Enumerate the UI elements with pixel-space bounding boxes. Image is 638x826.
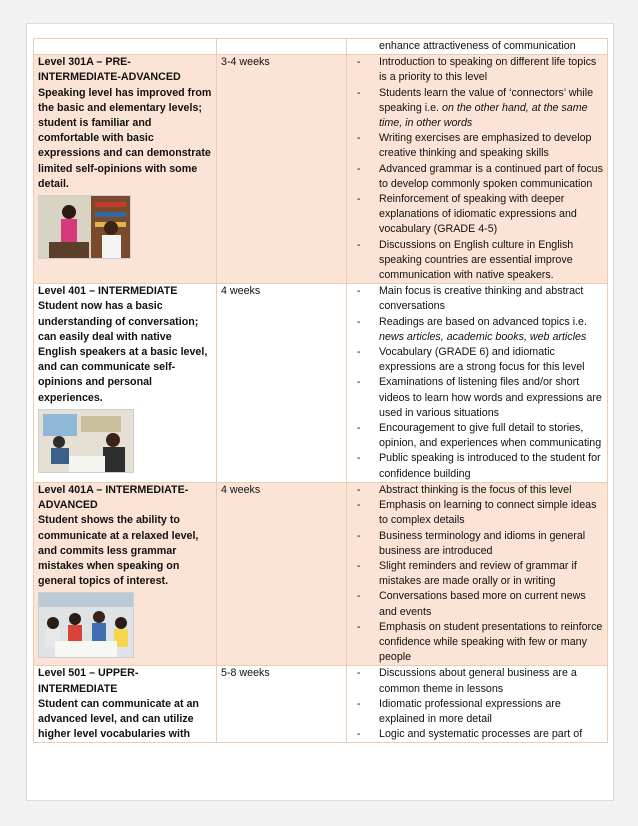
table-row-level-301a <box>34 55 608 284</box>
level-description: Student shows the ability to communicate at a relaxed level, and commits less grammar mistakes when speaking on general topics of interest. <box>38 514 199 588</box>
topic-list <box>351 666 603 742</box>
level-description: Student can communicate at an advanced level, and can utilize higher level vocabularies with <box>38 697 199 741</box>
level-duration: 3-4 weeks <box>217 55 347 284</box>
level-title: Level 501 – UPPER-INTERMEDIATE <box>38 667 139 695</box>
level-description: Speaking level has improved from the basic and elementary levels; student is familiar and comfortable with basic expressions and can demonstrate limited self-opinions with some detail. <box>38 86 212 190</box>
list-item: - Idiomatic professional expressions are explained in more detail <box>351 697 603 727</box>
list-item: - Advanced grammar is a continued part of focus to develop commonly spoken communication <box>351 162 603 192</box>
topic-list <box>351 483 603 665</box>
list-item: - Readings are based on advanced topics i.e. news articles, academic books, web articles <box>351 315 603 345</box>
list-item: - Logic and systematic processes are part of <box>351 727 603 742</box>
reading-examples: news articles, academic books, web articles <box>379 330 587 343</box>
topic-list <box>351 284 603 482</box>
list-item: - Emphasis on student presentations to reinforce confidence while speaking with few or many people <box>351 620 603 666</box>
list-item: - Public speaking is introduced to the student for confidence building <box>351 451 603 481</box>
level-description: Student now has a basic understanding of conversation; can easily deal with native English speakers at a basic level, and can communicate self-opinions and personal experiences. <box>38 300 208 404</box>
list-item: - Discussions about general business are a common theme in lessons <box>351 666 603 696</box>
table-row-level-401a <box>34 482 608 665</box>
level-duration: 5-8 weeks <box>217 666 347 743</box>
level-title: Level 401A – INTERMEDIATE-ADVANCED <box>38 483 189 512</box>
level-duration: 4 weeks <box>217 482 347 665</box>
continued-point: enhance attractiveness of communication <box>379 40 576 52</box>
group-study-photo <box>38 592 134 658</box>
list-item: - Encouragement to give full detail to stories, opinion, and experiences when communicating <box>351 421 603 451</box>
level-title: Level 401 – INTERMEDIATE <box>38 285 178 298</box>
list-item: - Emphasis on learning to connect simple ideas to complex details <box>351 498 603 528</box>
list-item: - Students learn the value of ‘connectors’ while speaking i.e. on the other hand, at the same time, in other words <box>351 86 603 132</box>
list-item: - Business terminology and idioms in general business are introduced <box>351 529 603 559</box>
classroom-photo <box>38 409 134 473</box>
list-item: - Introduction to speaking on different life topics is a priority to this level <box>351 55 603 85</box>
table-row-level-401 <box>34 284 608 483</box>
list-item: - Abstract thinking is the focus of this level <box>351 483 603 498</box>
level-duration: 4 weeks <box>217 284 347 483</box>
list-item: - Conversations based more on current news and events <box>351 589 603 619</box>
connectors-examples: on the other hand, at the same time, in other words <box>379 101 588 130</box>
list-item: - Main focus is creative thinking and abstract conversations <box>351 284 603 314</box>
level-title: Level 301A – PRE-INTERMEDIATE-ADVANCED <box>38 56 181 84</box>
list-item: - Writing exercises are emphasized to develop creative thinking and speaking skills <box>351 131 603 161</box>
list-item: - Examinations of listening files and/or short videos to learn how words and expressions are used in various situations <box>351 375 603 421</box>
list-item: - Slight reminders and review of grammar if mistakes are made orally or in writing <box>351 559 603 589</box>
document-page <box>26 23 614 801</box>
topic-list <box>351 55 603 283</box>
table-row-level-501 <box>34 666 608 743</box>
teacher-student-photo <box>38 195 131 259</box>
course-levels-table <box>33 38 608 743</box>
table-row-continuation <box>34 39 608 55</box>
list-item: - Reinforcement of speaking with deeper explanations of idiomatic expressions and vocabulary (GRADE 4-5) <box>351 192 603 238</box>
list-item: - Vocabulary (GRADE 6) and idiomatic expressions are a strong focus for this level <box>351 345 603 375</box>
list-item: - Discussions on English culture in English speaking countries are essential improve communication with native speakers. <box>351 238 603 284</box>
